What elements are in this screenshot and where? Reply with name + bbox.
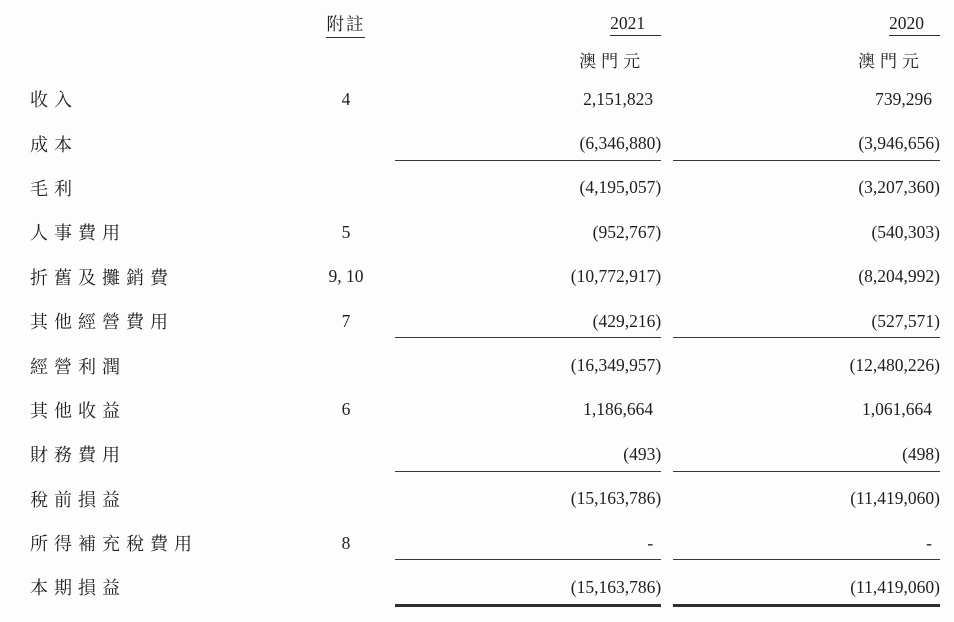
currency-header-row <box>0 42 940 77</box>
table-row <box>0 166 940 210</box>
column-gap <box>661 343 673 387</box>
currency-label-2020: 澳門元 <box>858 52 924 71</box>
table-row <box>0 299 940 343</box>
row-label: 收入 <box>30 90 78 111</box>
table-row <box>0 565 940 609</box>
value-2020: - <box>673 521 940 565</box>
value-2020: (540,303) <box>871 221 940 242</box>
table-row <box>0 388 940 432</box>
row-label: 人事費用 <box>30 223 126 244</box>
note-ref <box>297 121 394 165</box>
note-ref <box>297 343 394 387</box>
note-ref: 9, 10 <box>328 266 364 287</box>
row-label: 毛利 <box>30 178 78 199</box>
column-gap <box>661 210 673 254</box>
year-2020-header-cell <box>673 6 940 42</box>
column-gap <box>661 299 673 343</box>
row-label: 所得補充稅費用 <box>30 534 198 555</box>
row-label: 折舊及攤銷費 <box>30 267 174 288</box>
value-2021: - <box>395 521 662 565</box>
row-label: 財務費用 <box>30 445 126 466</box>
column-gap <box>661 77 673 121</box>
value-2021: (493) <box>395 432 662 476</box>
table-row <box>0 210 940 254</box>
column-gap <box>661 6 673 42</box>
value-2021: 1,186,664 <box>583 399 654 420</box>
value-2020: (498) <box>673 432 940 476</box>
column-gap <box>661 121 673 165</box>
row-label: 本期損益 <box>30 578 126 599</box>
table-header-row <box>0 6 940 42</box>
value-2020: (3,207,360) <box>858 177 940 198</box>
value-2020: (11,419,060) <box>673 565 940 609</box>
note-ref <box>297 432 394 476</box>
column-gap <box>661 255 673 299</box>
income-statement-table <box>0 6 940 610</box>
note-ref: 8 <box>341 532 351 553</box>
value-2021: (15,163,786) <box>570 488 662 509</box>
table-row <box>0 77 940 121</box>
column-gap <box>661 477 673 521</box>
value-2020: (11,419,060) <box>850 488 940 509</box>
value-2021: (10,772,917) <box>570 266 662 287</box>
note-ref: 6 <box>341 399 351 420</box>
column-gap <box>661 166 673 210</box>
note-ref <box>297 166 394 210</box>
column-gap <box>661 565 673 609</box>
value-2020: (8,204,992) <box>858 266 940 287</box>
row-label: 其他收益 <box>30 400 126 421</box>
value-2020: 739,296 <box>875 88 932 109</box>
value-2021: (429,216) <box>395 299 662 343</box>
row-label: 經營利潤 <box>30 356 126 377</box>
table-row <box>0 255 940 299</box>
table-row <box>0 432 940 476</box>
value-2020: (12,480,226) <box>849 355 940 376</box>
table-row <box>0 343 940 387</box>
note-ref: 5 <box>341 221 351 242</box>
year-2021-header-cell <box>395 6 662 42</box>
column-gap <box>661 521 673 565</box>
value-2021: (15,163,786) <box>395 565 662 609</box>
value-2021: (6,346,880) <box>395 121 662 165</box>
value-2020: (3,946,656) <box>673 121 940 165</box>
column-gap <box>661 388 673 432</box>
year-2020-header: 2020 <box>889 13 940 36</box>
note-column-header: 附註 <box>326 11 365 38</box>
currency-label-2021: 澳門元 <box>579 52 646 71</box>
value-2020: 1,061,664 <box>862 399 932 420</box>
note-ref: 4 <box>341 88 351 109</box>
row-label: 其他經營費用 <box>30 312 174 333</box>
currency-2021-cell <box>395 42 662 77</box>
table-row <box>0 477 940 521</box>
value-2021: (4,195,057) <box>579 177 662 198</box>
header-spacer <box>0 6 297 42</box>
note-ref <box>297 565 394 609</box>
note-ref: 7 <box>341 310 351 331</box>
note-column-header-cell <box>297 6 394 42</box>
row-label: 成本 <box>30 134 78 155</box>
value-2021: 2,151,823 <box>583 88 654 109</box>
table-row <box>0 121 940 165</box>
value-2021: (16,349,957) <box>570 355 662 376</box>
table-row <box>0 521 940 565</box>
note-ref <box>297 477 394 521</box>
year-2021-header: 2021 <box>610 13 661 36</box>
column-gap <box>661 432 673 476</box>
row-label: 稅前損益 <box>30 489 126 510</box>
currency-2020-cell <box>673 42 940 77</box>
value-2021: (952,767) <box>592 221 662 242</box>
value-2020: (527,571) <box>673 299 940 343</box>
